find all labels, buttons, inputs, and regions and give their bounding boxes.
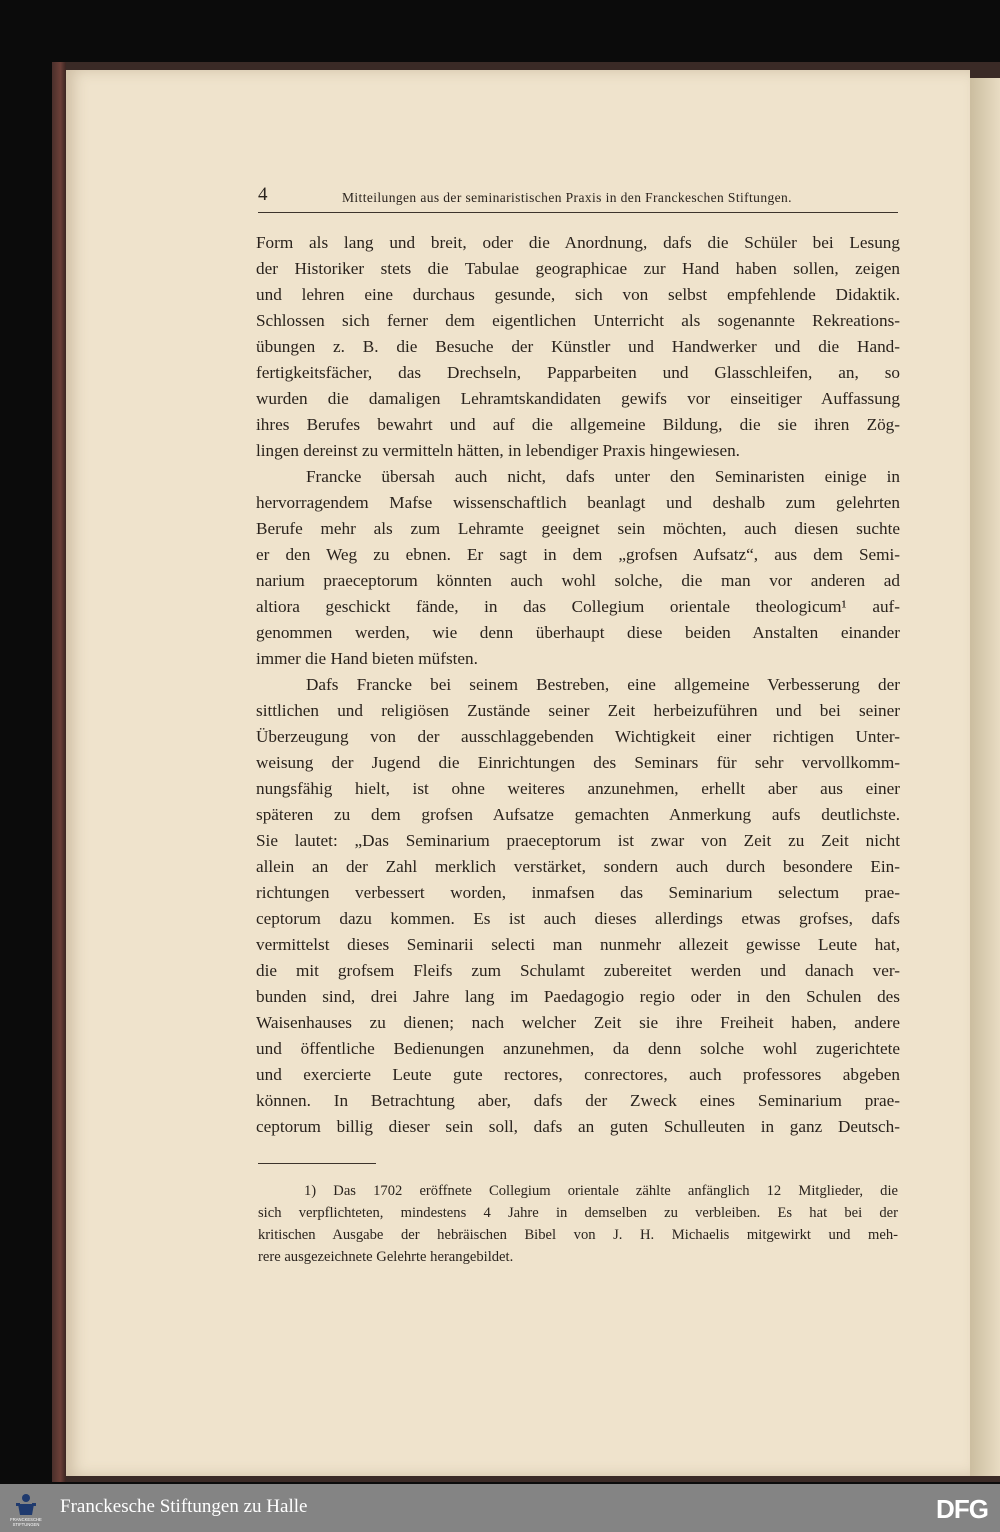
text-line: Berufe mehr als zum Lehramte geeignet sein möchten, auch diesen suchte bbox=[256, 519, 900, 538]
viewer-footer-bar bbox=[0, 1484, 1000, 1532]
text-line: vermittelst dieses Seminarii selecti man nunmehr allezeit gewisse Leute hat, bbox=[256, 935, 900, 954]
svg-text:DFG: DFG bbox=[936, 1494, 988, 1524]
text-line: Form als lang und breit, oder die Anordnung, dafs die Schüler bei Lesung bbox=[256, 233, 900, 252]
footnote bbox=[258, 1180, 898, 1268]
text-line: können. In Betrachtung aber, dafs der Zweck eines Seminarium prae- bbox=[256, 1091, 900, 1110]
running-head bbox=[258, 186, 898, 213]
book-spine bbox=[52, 62, 66, 1482]
page-number: 4 bbox=[258, 184, 268, 205]
text-line: altiora geschickt fände, in das Collegium orientale theologicum¹ auf- bbox=[256, 597, 900, 616]
dfg-logo[interactable] bbox=[932, 1492, 992, 1524]
text-line: und exercierte Leute gute rectores, conrectores, auch professores abgeben bbox=[256, 1065, 900, 1084]
text-line: fertigkeitsfächer, das Drechseln, Papparbeiten und Glasschleifen, an, so bbox=[256, 363, 900, 382]
text-line: hervorragendem Mafse wissenschaftlich beanlagt und deshalb zum gelehrten bbox=[256, 493, 900, 512]
franckesche-stiftungen-logo[interactable] bbox=[6, 1488, 46, 1528]
text-line: Schlossen sich ferner dem eigentlichen Unterricht als sogenannte Rekreations- bbox=[256, 311, 900, 330]
text-line: er den Weg zu ebnen. Er sagt in dem „grofsen Aufsatz“, aus dem Semi- bbox=[256, 545, 900, 564]
text-line: Francke übersah auch nicht, dafs unter den Seminaristen einige in bbox=[306, 467, 900, 486]
svg-text:STIFTUNGEN: STIFTUNGEN bbox=[12, 1522, 40, 1527]
text-line: sittlichen und religiösen Zustände seiner Zeit herbeizuführen und bei seiner bbox=[256, 701, 900, 720]
text-line: genommen werden, wie denn überhaupt diese beiden Anstalten einander bbox=[256, 623, 900, 642]
text-line: und lehren eine durchaus gesunde, sich von selbst empfehlende Didaktik. bbox=[256, 285, 900, 304]
text-line: narium praeceptorum könnten auch wohl solche, die man vor anderen ad bbox=[256, 571, 900, 590]
text-line: lingen dereinst zu vermitteln hätten, in lebendiger Praxis hingewiesen. bbox=[256, 441, 740, 460]
text-line: richtungen verbessert worden, inmafsen das Seminarium selectum prae- bbox=[256, 883, 900, 902]
footnote-rule bbox=[258, 1163, 376, 1164]
svg-text:FRANCKESCHE: FRANCKESCHE bbox=[10, 1517, 42, 1522]
text-line: Waisenhauses zu dienen; nach welcher Zeit sie ihre Freiheit haben, andere bbox=[256, 1013, 900, 1032]
text-line: ceptorum billig dieser sein soll, dafs an guten Schulleuten in ganz Deutsch- bbox=[256, 1117, 900, 1136]
text-line: bunden sind, drei Jahre lang im Paedagogio regio oder in den Schulen des bbox=[256, 987, 900, 1006]
text-line: ihres Berufes bewahrt und auf die allgemeine Bildung, die sie ihren Zög- bbox=[256, 415, 900, 434]
text-line: ceptorum dazu kommen. Es ist auch dieses allerdings etwas grofses, dafs bbox=[256, 909, 900, 928]
footnote-line: kritischen Ausgabe der hebräischen Bibel von J. H. Michaelis mitgewirkt und meh- bbox=[258, 1227, 898, 1243]
text-line: die mit grofsem Fleifs zum Schulamt zubereitet werden und danach ver- bbox=[256, 961, 900, 980]
text-line: und öffentliche Bedienungen anzunehmen, da denn solche wohl zugerichtete bbox=[256, 1039, 900, 1058]
text-line: immer die Hand bieten müfsten. bbox=[256, 649, 478, 668]
text-line: allein an der Zahl merklich verstärket, sondern auch durch besondere Ein- bbox=[256, 857, 900, 876]
facing-page-edge bbox=[970, 78, 1000, 1476]
footer-title[interactable]: Franckesche Stiftungen zu Halle bbox=[60, 1496, 308, 1517]
text-line: weisung der Jugend die Einrichtungen des Seminars für sehr vervollkomm- bbox=[256, 753, 900, 772]
text-line: Sie lautet: „Das Seminarium praeceptorum ist zwar von Zeit zu Zeit nicht bbox=[256, 831, 900, 850]
text-line: übungen z. B. die Besuche der Künstler und Handwerker und die Hand- bbox=[256, 337, 900, 356]
text-line: späteren zu dem grofsen Aufsatze gemachten Anmerkung aufs deutlichste. bbox=[256, 805, 900, 824]
body-text bbox=[256, 230, 900, 1140]
footnote-line: sich verpflichteten, mindestens 4 Jahre in demselben zu verbleiben. Es hat bei der bbox=[258, 1205, 898, 1221]
footnote-line: 1) Das 1702 eröffnete Collegium orientale zählte anfänglich 12 Mitglieder, die bbox=[304, 1183, 898, 1199]
text-line: nungsfähig hielt, ist ohne weiteres anzunehmen, erhellt aber aus einer bbox=[256, 779, 900, 798]
text-line: Dafs Francke bei seinem Bestreben, eine allgemeine Verbesserung der bbox=[306, 675, 900, 694]
text-line: der Historiker stets die Tabulae geographicae zur Hand haben sollen, zeigen bbox=[256, 259, 900, 278]
text-line: wurden die damaligen Lehramtskandidaten gewifs vor einseitiger Auffassung bbox=[256, 389, 900, 408]
text-line: Überzeugung von der ausschlaggebenden Wichtigkeit einer richtigen Unter- bbox=[256, 727, 900, 746]
footnote-line: rere ausgezeichnete Gelehrte herangebildet. bbox=[258, 1249, 514, 1265]
running-title: Mitteilungen aus der seminaristischen Praxis in den Franckeschen Stiftungen. bbox=[342, 190, 792, 205]
